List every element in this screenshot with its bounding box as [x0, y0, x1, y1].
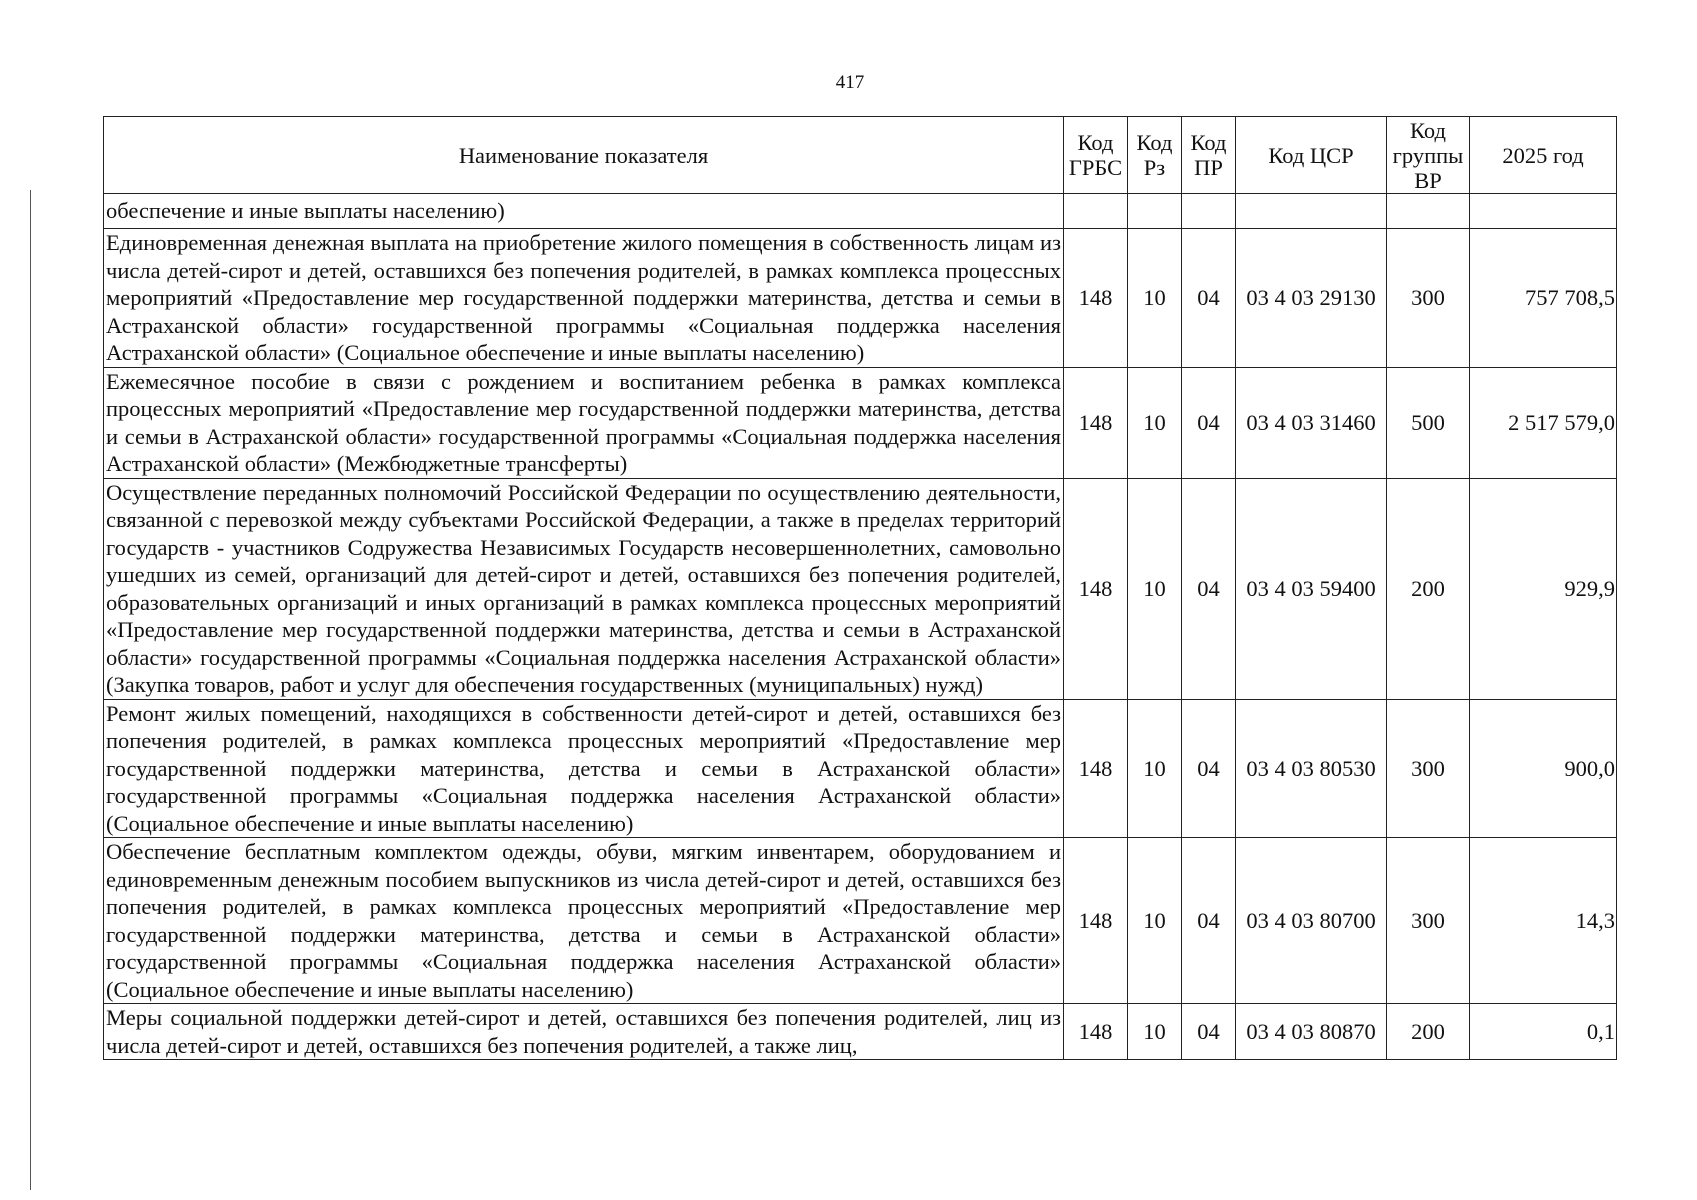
- row-grbs: 148: [1064, 478, 1128, 699]
- table-header-row: [104, 117, 1617, 194]
- header-name: Наименование показателя: [104, 117, 1064, 194]
- row-name: обеспечение и иные выплаты населению): [104, 194, 1064, 229]
- row-pr: 04: [1182, 838, 1236, 1004]
- row-pr: [1182, 194, 1236, 229]
- row-rz: [1128, 194, 1182, 229]
- row-amount: 929,9: [1470, 478, 1617, 699]
- page-number: 417: [835, 72, 865, 93]
- table-row: [104, 838, 1617, 1004]
- row-csr: 03 4 03 31460: [1236, 367, 1387, 478]
- row-name: Единовременная денежная выплата на приобретение жилого помещения в собственность лицам из числа детей-сирот и детей, оставшихся без попечения родителей, в рамках комплекса процессных мероприятий «Предоставление мер государственной поддержки материнства, детства и семьи в Астраханской области» государственной программы «Социальная поддержка населения Астраханской области» (Социальное обеспечение и иные выплаты населению): [104, 229, 1064, 368]
- table-row: [104, 699, 1617, 838]
- row-amount: 2 517 579,0: [1470, 367, 1617, 478]
- header-grbs: Код ГРБС: [1064, 117, 1128, 194]
- table-row: [104, 229, 1617, 368]
- row-pr: 04: [1182, 478, 1236, 699]
- row-vr: 200: [1387, 1004, 1470, 1060]
- row-name: Осуществление переданных полномочий Российской Федерации по осуществлению деятельности, связанной с перевозкой между субъектами Российской Федерации, а также в пределах территорий государств - участников Содружества Независимых Государств несовершеннолетних, самовольно ушедших из семей, организаций для детей-сирот и детей, оставшихся без попечения родителей, образовательных организаций и иных организаций в рамках комплекса процессных мероприятий «Предоставление мер государственной поддержки материнства, детства и семьи в Астраханской области» государственной программы «Социальная поддержка населения Астраханской области» (Закупка товаров, работ и услуг для обеспечения государственных (муниципальных) нужд): [104, 478, 1064, 699]
- row-grbs: 148: [1064, 229, 1128, 368]
- header-vr: Код группы ВР: [1387, 117, 1470, 194]
- row-grbs: 148: [1064, 367, 1128, 478]
- header-year: 2025 год: [1470, 117, 1617, 194]
- row-grbs: 148: [1064, 838, 1128, 1004]
- row-grbs: [1064, 194, 1128, 229]
- row-name: Ежемесячное пособие в связи с рождением и воспитанием ребенка в рамках комплекса процессных мероприятий «Предоставление мер государственной поддержки материнства, детства и семьи в Астраханской области» государственной программы «Социальная поддержка населения Астраханской области» (Межбюджетные трансферты): [104, 367, 1064, 478]
- row-vr: 300: [1387, 229, 1470, 368]
- row-rz: 10: [1128, 367, 1182, 478]
- row-csr: 03 4 03 29130: [1236, 229, 1387, 368]
- row-grbs: 148: [1064, 699, 1128, 838]
- row-name: Обеспечение бесплатным комплектом одежды, обуви, мягким инвентарем, оборудованием и единовременным денежным пособием выпускников из числа детей-сирот и детей, оставшихся без попечения родителей, в рамках комплекса процессных мероприятий «Предоставление мер государственной поддержки материнства, детства и семьи в Астраханской области» государственной программы «Социальная поддержка населения Астраханской области» (Социальное обеспечение и иные выплаты населению): [104, 838, 1064, 1004]
- row-vr: 500: [1387, 367, 1470, 478]
- margin-line: [30, 190, 31, 1190]
- header-pr: Код ПР: [1182, 117, 1236, 194]
- table-row-continuation: [104, 194, 1617, 229]
- row-pr: 04: [1182, 229, 1236, 368]
- table-row: [104, 1004, 1617, 1060]
- row-pr: 04: [1182, 367, 1236, 478]
- row-amount: 0,1: [1470, 1004, 1617, 1060]
- row-csr: 03 4 03 80870: [1236, 1004, 1387, 1060]
- row-rz: 10: [1128, 838, 1182, 1004]
- row-csr: 03 4 03 80700: [1236, 838, 1387, 1004]
- row-csr: 03 4 03 80530: [1236, 699, 1387, 838]
- budget-table: [103, 116, 1617, 1060]
- row-amount: 14,3: [1470, 838, 1617, 1004]
- row-vr: 300: [1387, 838, 1470, 1004]
- row-csr: [1236, 194, 1387, 229]
- row-rz: 10: [1128, 229, 1182, 368]
- table-row: [104, 367, 1617, 478]
- row-csr: 03 4 03 59400: [1236, 478, 1387, 699]
- row-grbs: 148: [1064, 1004, 1128, 1060]
- row-amount: 757 708,5: [1470, 229, 1617, 368]
- row-pr: 04: [1182, 699, 1236, 838]
- row-amount: 900,0: [1470, 699, 1617, 838]
- row-amount: [1470, 194, 1617, 229]
- row-name: Ремонт жилых помещений, находящихся в собственности детей-сирот и детей, оставшихся без попечения родителей, в рамках комплекса процессных мероприятий «Предоставление мер государственной поддержки материнства, детства и семьи в Астраханской области» государственной программы «Социальная поддержка населения Астраханской области» (Социальное обеспечение и иные выплаты населению): [104, 699, 1064, 838]
- table-row: [104, 478, 1617, 699]
- row-vr: [1387, 194, 1470, 229]
- row-vr: 300: [1387, 699, 1470, 838]
- header-rz: Код Рз: [1128, 117, 1182, 194]
- row-vr: 200: [1387, 478, 1470, 699]
- header-csr: Код ЦСР: [1236, 117, 1387, 194]
- row-pr: 04: [1182, 1004, 1236, 1060]
- row-rz: 10: [1128, 1004, 1182, 1060]
- row-rz: 10: [1128, 478, 1182, 699]
- row-name: Меры социальной поддержки детей-сирот и детей, оставшихся без попечения родителей, лиц из числа детей-сирот и детей, оставшихся без попечения родителей, а также лиц,: [104, 1004, 1064, 1060]
- row-rz: 10: [1128, 699, 1182, 838]
